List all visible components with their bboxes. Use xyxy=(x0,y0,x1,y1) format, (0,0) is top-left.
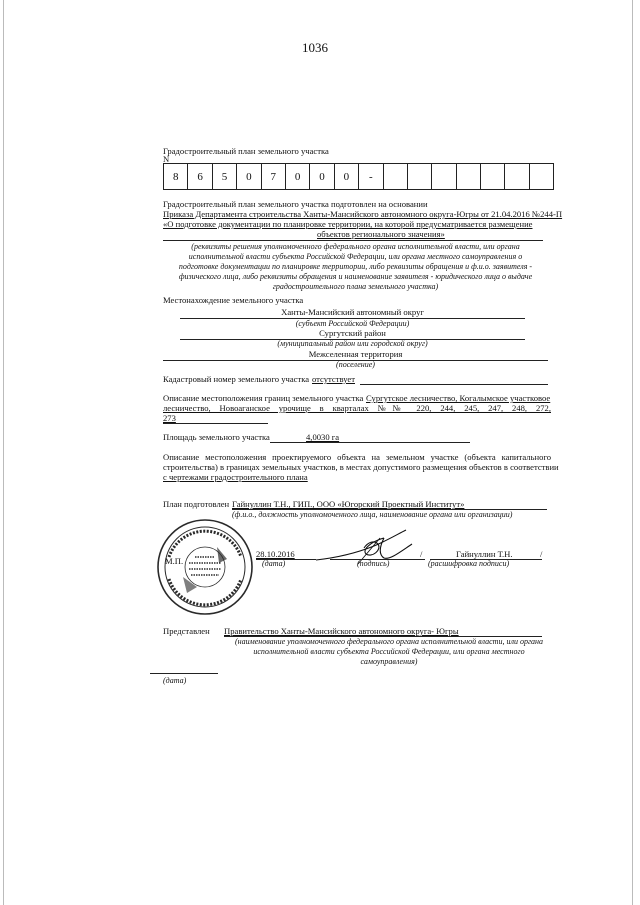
number-cell: 7 xyxy=(261,164,285,190)
number-cell xyxy=(383,164,407,190)
page-number: 1036 xyxy=(302,40,328,55)
object-line-3: с чертежами градостроительного плана xyxy=(163,472,308,482)
basis-caption-line: подготовке документации по планировке территории, либо реквизиты обращения и ф.и.о. заявителя - xyxy=(178,262,533,271)
presented-date-caption: (дата) xyxy=(163,676,187,685)
number-cell: 5 xyxy=(212,164,236,190)
boundaries-underline xyxy=(163,423,268,424)
plan-number-grid xyxy=(163,163,554,190)
boundaries-line-1: Сургутское лесничество, Когалымское участковое xyxy=(366,393,551,403)
basis-caption xyxy=(163,242,548,292)
signed-date: 28.10.2016 xyxy=(256,549,295,559)
settlement-caption: (поселение) xyxy=(336,360,375,369)
settlement-value: Межселенная территория xyxy=(308,349,403,359)
area-label: Площадь земельного участка xyxy=(163,432,270,442)
number-cell xyxy=(432,164,456,190)
left-page-edge xyxy=(3,0,4,905)
decode-caption: (расшифровка подписи) xyxy=(428,559,510,568)
subject-caption: (субъект Российской Федерации) xyxy=(295,319,410,328)
location-label: Местонахождение земельного участка xyxy=(163,295,304,305)
object-line-2: строительства) в границах земельных участков, в местах допустимого размещения объектов в соответствии xyxy=(163,462,559,472)
number-cell: 6 xyxy=(188,164,212,190)
gpzu-title: Градостроительный план земельного участка xyxy=(163,146,329,156)
basis-caption-line: градостроительного плана земельного участка) xyxy=(272,282,439,291)
date-caption: (дата) xyxy=(262,559,286,568)
signer-decode: Гайнуллин Т.Н. xyxy=(456,549,513,559)
prepared-label: План подготовлен xyxy=(163,499,230,509)
seal-mark: М.П. xyxy=(165,556,184,566)
number-cell xyxy=(529,164,553,190)
basis-line-2: «О подготовке документации по планировке территории, на которой предусматривается размещение xyxy=(163,219,533,229)
slash-separator: / xyxy=(540,549,543,559)
presented-caption xyxy=(224,637,554,667)
object-label: Описание местоположения проектируемого объекта на земельном участке (объекта капитального xyxy=(163,452,551,462)
presented-caption-line: самоуправления) xyxy=(360,657,418,666)
number-cell xyxy=(481,164,505,190)
cadastral-value: отсутствует xyxy=(312,374,355,384)
prepared-value: Гайнуллин Т.Н., ГИП., ООО «Югорский Проектный Институт» xyxy=(232,499,465,509)
basis-caption-line: исполнительной власти субъекта Российской Федерации, или органа местного самоуправления о xyxy=(188,252,523,261)
district-value: Сургутский район xyxy=(319,328,386,338)
subject-value: Ханты-Мансийский автономный округ xyxy=(281,307,424,317)
number-cell xyxy=(456,164,480,190)
presented-value: Правительство Ханты-Мансийского автономного округа- Югры xyxy=(224,626,459,636)
presented-caption-line: исполнительной власти субъекта Российской Федерации, или органа местного xyxy=(253,647,525,656)
number-cell: 0 xyxy=(334,164,358,190)
basis-underline xyxy=(163,240,543,241)
number-cell: 8 xyxy=(164,164,188,190)
boundaries-line-2: лесничество, Новоаганское урочище в кварталах №№ 220, 244, 245, 247, 248, 272, xyxy=(163,403,551,413)
number-cell: 0 xyxy=(310,164,334,190)
number-cell xyxy=(407,164,431,190)
basis-line-3: объектов регионального значения» xyxy=(317,229,445,239)
number-label: N xyxy=(163,154,170,164)
presented-date-underline xyxy=(150,673,218,674)
prepared-caption: (ф.и.о., должность уполномоченного лица, наименование органа или организации) xyxy=(232,510,513,519)
number-cell: 0 xyxy=(237,164,261,190)
basis-caption-line: физического лица, либо реквизиты обращения и наименование заявителя - юридического лица о выдаче xyxy=(178,272,533,281)
organization-seal xyxy=(155,517,255,617)
presented-label: Представлен xyxy=(163,626,210,636)
boundaries-label: Описание местоположения границ земельного участка xyxy=(163,393,364,403)
slash-separator: / xyxy=(420,549,423,559)
basis-label: Градостроительный план земельного участка подготовлен на основании xyxy=(163,199,428,209)
basis-caption-line: (реквизиты решения уполномоченного федерального органа исполнительной власти, или органа xyxy=(191,242,520,251)
right-page-edge xyxy=(632,0,633,905)
basis-line-1: Приказа Департамента строительства Ханты-Мансийского автономного округа-Югры от 21.04.2016 №244-П xyxy=(163,209,563,219)
signature-caption: (подпись) xyxy=(357,559,390,568)
cadastral-underline xyxy=(360,384,548,385)
number-cell xyxy=(505,164,529,190)
boundaries-line-3: 273 xyxy=(163,413,176,423)
cadastral-label: Кадастровый номер земельного участка xyxy=(163,374,310,384)
number-cell: 0 xyxy=(285,164,309,190)
district-caption: (муниципальный район или городской округ) xyxy=(277,339,428,348)
number-cell: - xyxy=(359,164,383,190)
area-value: 4,0030 га xyxy=(306,432,340,442)
presented-caption-line: (наименование уполномоченного федерального органа исполнительной власти, или органа xyxy=(234,637,544,646)
area-underline xyxy=(270,442,470,443)
